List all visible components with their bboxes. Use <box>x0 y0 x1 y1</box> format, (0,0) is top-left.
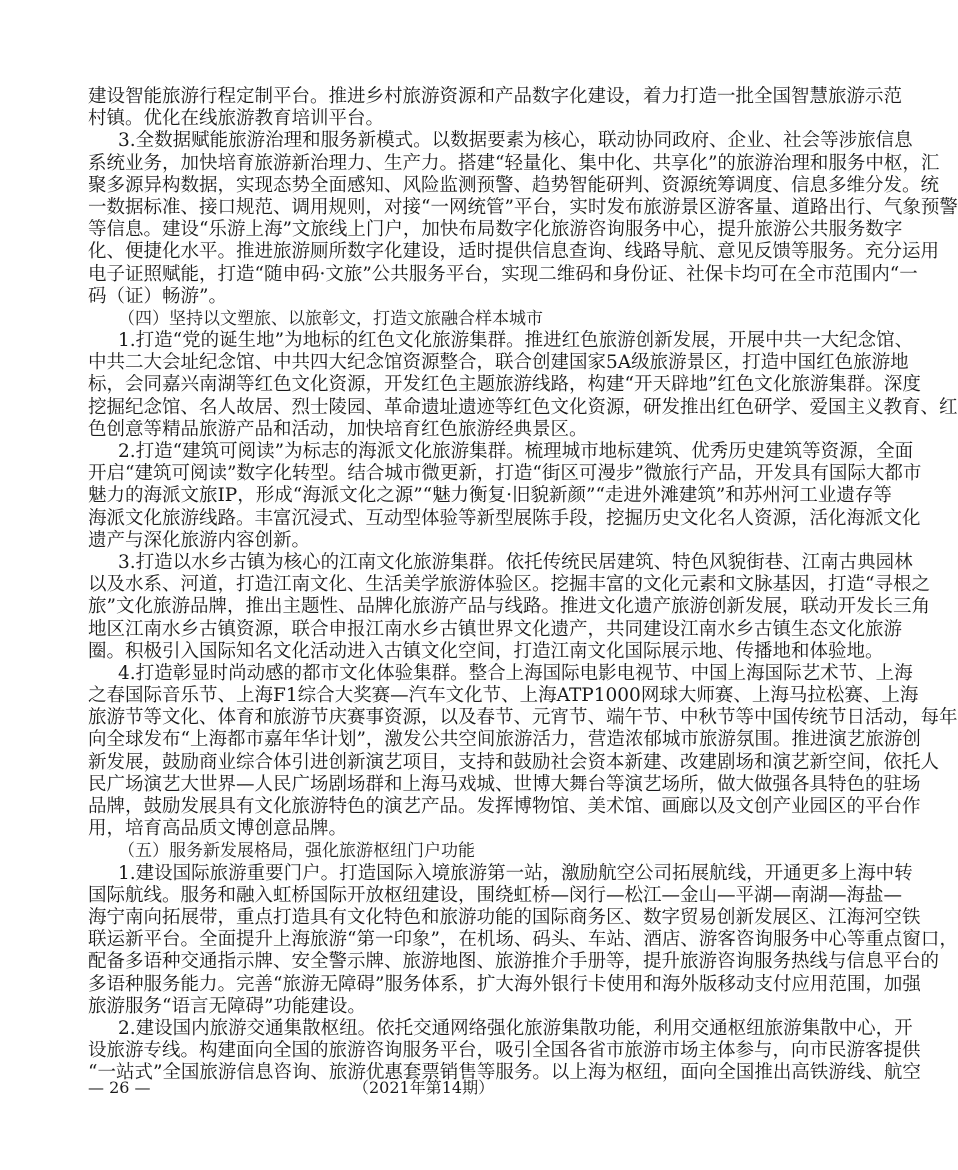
text-line: 码（证）畅游”。 <box>88 285 227 307</box>
text-line: 海宁南向拓展带，重点打造具有文化特色和旅游功能的国际商务区、数字贸易创新发展区、江海河空铁 <box>88 906 921 928</box>
text-line: 挖掘纪念馆、名人故居、烈士陵园、革命遗址遗迹等红色文化资源，研发推出红色研学、爱国主义教育、红 <box>88 396 958 418</box>
text-line: 旅游服务“语言无障碍”功能建设。 <box>88 995 366 1017</box>
text-line: 用，培育高品质文博创意品牌。 <box>88 818 348 840</box>
text-line: 旅游节等文化、体育和旅游节庆赛事资源，以及春节、元宵节、端午节、中秋节等中国传统节日活动，每年 <box>88 707 958 729</box>
section-heading <box>88 840 740 862</box>
text-line: 以及水系、河道，打造江南文化、生活美学旅游体验区。挖掘丰富的文化元素和文脉基因，打造“寻根之 <box>88 574 930 596</box>
text-line: 遗产与深化旅游内容创新。 <box>88 529 311 551</box>
text-line: 向全球发布“上海都市嘉年华计划”，激发公共空间旅游活力，营造浓郁城市旅游氛围。推进演艺旅游创 <box>88 729 921 751</box>
text-line: 等信息。建设“乐游上海”文旅线上门户，加快布局数字化旅游咨询服务中心，提升旅游公共服务数字 <box>88 219 903 241</box>
text-line: 标，会同嘉兴南湖等红色文化资源，开发红色主题旅游线路，构建“开天辟地”红色文化旅游集群。深度 <box>88 374 921 396</box>
section-heading <box>88 308 740 330</box>
paragraph <box>88 862 958 1018</box>
text-line: 4.打造彰显时尚动感的都市文化体验集群。整合上海国际电影电视节、中国上海国际艺术节、上海 <box>118 662 913 684</box>
text-line: 一数据标准、接口规范、调用规则，对接“一网统管”平台，实时发布旅游景区游客量、道路出行、气象预警 <box>88 196 958 218</box>
paragraph <box>88 86 903 130</box>
text-line: 多语种服务能力。完善“旅游无障碍”服务体系，扩大海外银行卡使用和海外版移动支付应用范围，加强 <box>88 973 921 995</box>
text-line: 之春国际音乐节、上海F1综合大奖赛—汽车文化节、上海ATP1000网球大师赛、上海马拉松赛、上海 <box>88 685 919 707</box>
text-line: 品牌，鼓励发展具有文化旅游特色的演艺产品。发挥博物馆、美术馆、画廊以及文创产业园区的平台作 <box>88 796 921 817</box>
text-line: 建设智能旅游行程定制平台。推进乡村旅游资源和产品数字化建设，着力打造一批全国智慧旅游示范 <box>88 86 903 107</box>
paragraph <box>88 662 958 841</box>
text-line: 魅力的海派文旅IP，形成“海派文化之源”“魅力衡复·旧貌新颜”“走进外滩建筑”和苏州河工业遗存等 <box>88 485 892 507</box>
text-line: 2.建设国内旅游交通集散枢纽。依托交通网络强化旅游集散功能，利用交通枢纽旅游集散中心，开 <box>118 1017 913 1039</box>
text-line: 系统业务，加快培育旅游新治理力、生产力。搭建“轻量化、集中化、共享化”的旅游治理和服务中枢，汇 <box>88 152 940 174</box>
text-line: 1.打造“党的诞生地”为地标的红色文化旅游集群。推进红色旅游创新发展，开展中共一大纪念馆、 <box>118 330 914 352</box>
text-line: 色创意等精品旅游产品和活动，加快培育红色旅游经典景区。 <box>88 418 588 440</box>
text-line: 3.全数据赋能旅游治理和服务新模式。以数据要素为核心，联动协同政府、企业、社会等涉旅信息 <box>118 130 913 152</box>
text-line: 聚多源异构数据，实现态势全面感知、风险监测预警、趋势智能研判、资源统筹调度、信息多维分发。统 <box>88 174 940 196</box>
text-line: 村镇。优化在线旅游教育培训平台。 <box>88 108 385 130</box>
issue-label: （2021年第14期） <box>353 1078 495 1097</box>
text-line: 新发展，鼓励商业综合体引进创新演艺项目，支持和鼓励社会资本新建、改建剧场和演艺新空间，依托人 <box>88 751 940 773</box>
text-line: “一站式”全国旅游信息咨询、旅游优惠套票销售等服务。以上海为枢纽，面向全国推出高铁游线、航空 <box>88 1062 921 1084</box>
text-line: （四）坚持以文塑旅、以旅彰文，打造文旅融合样本城市 <box>118 308 543 329</box>
text-line: 电子证照赋能，打造“随申码·文旅”公共服务平台，实现二维码和身份证、社保卡均可在全市范围内“一 <box>88 263 918 285</box>
paragraph <box>88 130 958 308</box>
paragraph <box>88 441 922 552</box>
text-line: 联运新平台。全面提升上海旅游“第一印象”，在机场、码头、车站、酒店、游客咨询服务中心等重点窗口， <box>88 929 958 951</box>
text-line: 国际航线。服务和融入虹桥国际开放枢纽建设，围绕虹桥—闵行—松江—金山—平湖—南湖—海盐— <box>88 884 903 906</box>
text-line: 中共二大会址纪念馆、中共四大纪念馆资源整合，联合创建国家5A级旅游景区，打造中国红色旅游地 <box>88 352 909 374</box>
text-line: 配备多语种交通指示牌、安全警示牌、旅游地图、旅游推介手册等，提升旅游咨询服务热线与信息平台的 <box>88 951 940 973</box>
text-line: 化、便捷化水平。推进旅游厕所数字化建设，适时提供信息查询、线路导航、意见反馈等服务。充分运用 <box>88 241 940 263</box>
text-line: 民广场演艺大世界—人民广场剧场群和上海马戏城、世博大舞台等演艺场所，做大做强各具特色的驻场 <box>88 773 921 795</box>
text-line: 海派文化旅游线路。丰富沉浸式、互动型体验等新型展陈手段，挖掘历史文化名人资源，活化海派文化 <box>88 507 921 529</box>
paragraph <box>88 330 958 441</box>
paragraph <box>88 1017 921 1085</box>
text-line: 3.打造以水乡古镇为核心的江南文化旅游集群。依托传统民居建筑、特色风貌街巷、江南古典园林 <box>118 551 913 573</box>
text-line: 旅”文化旅游品牌，推出主题性、品牌化旅游产品与线路。推进文化遗产旅游创新发展，联动开发长三角 <box>88 596 930 618</box>
text-line: 开启“建筑可阅读”数字化转型。结合城市微更新，打造“街区可漫步”微旅行产品，开发具有国际大都市 <box>88 463 922 485</box>
page-footer <box>88 1077 740 1099</box>
paragraph <box>88 551 930 663</box>
document-body <box>88 86 958 1084</box>
text-line: 设旅游专线。构建面向全国的旅游咨询服务平台，吸引全国各省市旅游市场主体参与，向市民游客提供 <box>88 1040 921 1062</box>
text-line: 2.打造“建筑可阅读”为标志的海派文化旅游集群。梳理城市地标建筑、优秀历史建筑等资源，全面 <box>118 441 914 462</box>
text-line: （五）服务新发展格局，强化旅游枢纽门户功能 <box>118 841 475 862</box>
text-line: 圈。积极引入国际知名文化活动进入古镇文化空间，打造江南文化国际展示地、传播地和体验地。 <box>88 640 884 662</box>
text-line: 1.建设国际旅游重要门户。打造国际入境旅游第一站，激励航空公司拓展航线，开通更多上海中转 <box>118 862 913 884</box>
text-line: 地区江南水乡古镇资源，联合申报江南水乡古镇世界文化遗产，共同建设江南水乡古镇生态文化旅游 <box>88 618 903 640</box>
page-number: — 26 — <box>88 1078 151 1097</box>
